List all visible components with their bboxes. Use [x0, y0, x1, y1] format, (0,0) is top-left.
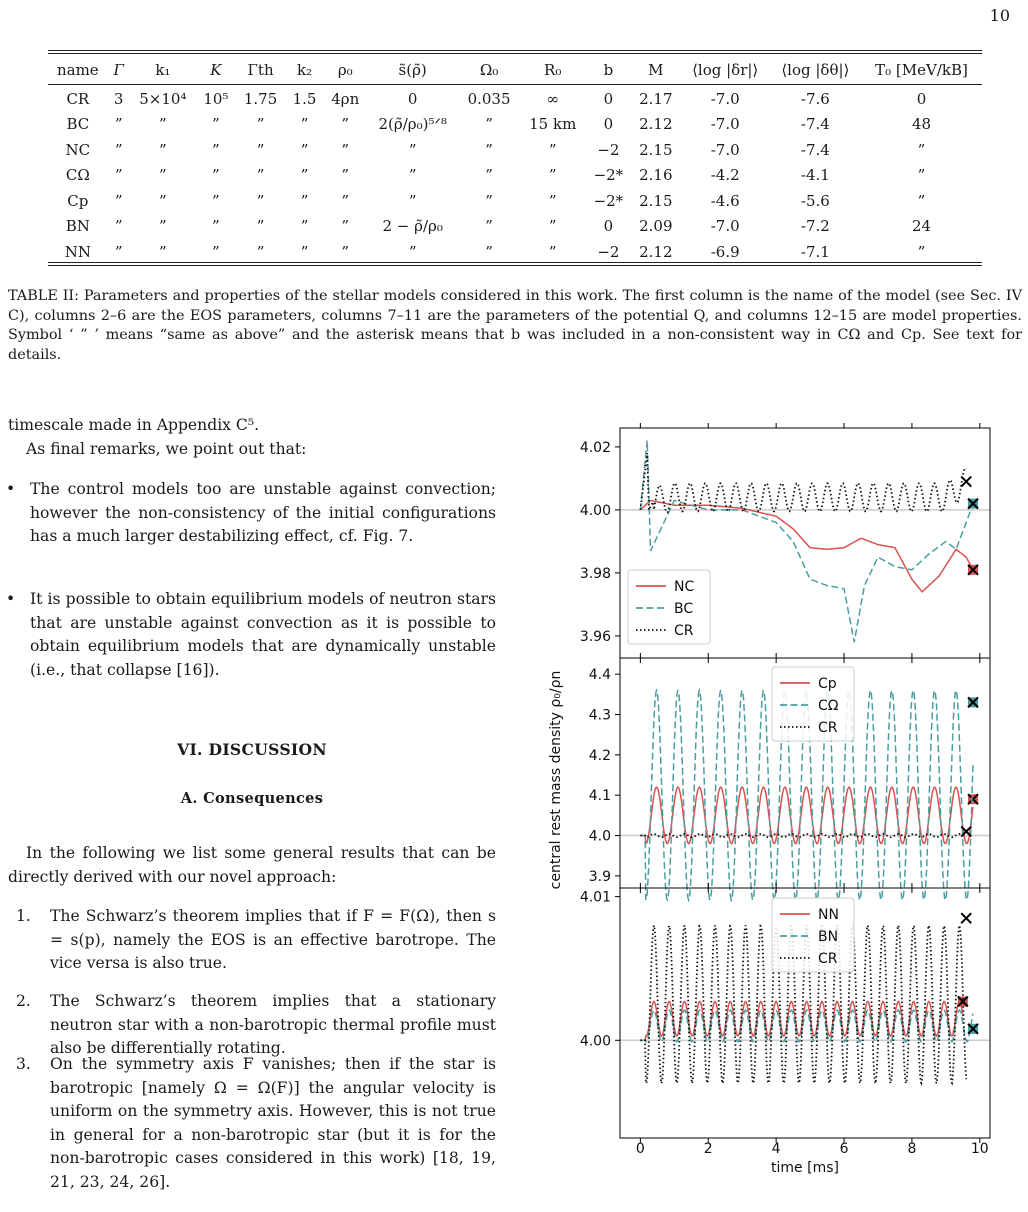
table-cell: ”	[341, 140, 350, 159]
body-text-timescale: timescale made in Appendix C⁵.	[8, 416, 260, 434]
table-cell: -7.4	[800, 115, 830, 134]
table-header-cell: ⟨log |δr|⟩	[692, 61, 759, 79]
table-bottom-rule-2	[48, 265, 982, 266]
table-cell: 0	[916, 89, 927, 108]
table-header-cell: Ω₀	[479, 61, 499, 79]
table-cell: ”	[917, 242, 926, 261]
item-text: The Schwarz’s theorem implies that if F = F(Ω), then s = s(p), namely the EOS is an effective barotrope. The vice versa is also true.	[50, 907, 496, 972]
table-cell: ”	[485, 115, 493, 134]
table-cell: -7.0	[710, 115, 740, 134]
table-cell: 2 − ρ̃/ρ₀	[382, 217, 443, 236]
table-cell: 10⁵	[203, 89, 229, 108]
table-cell: 2.16	[639, 166, 673, 185]
table-cell: ”	[300, 191, 309, 210]
table-cell: ”	[256, 140, 265, 159]
table-cell: ”	[917, 166, 926, 185]
table-cell: ”	[159, 115, 167, 134]
table-caption: TABLE II: Parameters and properties of the stellar models considered in this work. The first column is the name of the model (see Sec. IV C), columns 2–6 are the EOS parameters, columns 7–11 are the parameters of the potential Q, and columns 12–15 are model properties. Symbol ‘ ” ’ means “same as above” and the asterisk means that b was included in a non-consistent way in CΩ and Cp. See text for details.	[8, 288, 1022, 363]
table-header-cell: k₂	[296, 61, 313, 79]
bullet-text: The control models too are unstable against convection; however the non-consistency of the initial configurations has a much larger destabilizing effect, cf. Fig. 7.	[30, 480, 496, 545]
table-cell: CΩ	[65, 166, 90, 185]
table-cell: ”	[212, 115, 220, 134]
table-cell: ”	[212, 217, 220, 236]
table-cell: ”	[159, 140, 167, 159]
table-cell: ”	[408, 242, 417, 261]
legend-label: CR	[818, 720, 838, 736]
numbered-item	[16, 990, 496, 1061]
table-cell: 2.17	[639, 89, 673, 108]
table-cell: 0	[603, 217, 614, 236]
legend-label: Cp	[818, 676, 837, 692]
table-cell: ”	[114, 115, 123, 134]
table-row	[48, 239, 982, 265]
table-header-cell: M	[648, 61, 664, 79]
table-cell: -7.6	[800, 89, 830, 108]
table-header-cell: Γ	[113, 61, 124, 79]
table-cell: BC	[66, 115, 90, 134]
table-cell: ”	[548, 140, 557, 159]
table-cell: 48	[911, 115, 932, 134]
table-cell: -5.6	[800, 191, 830, 210]
bullet-text: It is possible to obtain equilibrium models of neutron stars that are unstable against convection as it is possible to obtain equilibrium models that are dynamically unstable (i.e., that collapse [16]).	[30, 590, 496, 679]
table-cell: ”	[485, 191, 493, 210]
legend-label: CΩ	[818, 698, 839, 714]
item-number: 1.	[16, 907, 31, 925]
table-header-cell: ⟨log |δθ|⟩	[781, 61, 850, 79]
table-cell: ”	[114, 242, 123, 261]
table-cell: 1.75	[243, 89, 278, 108]
end-marker-x	[961, 477, 971, 487]
table-cell: ”	[300, 242, 309, 261]
table-cell: 2.12	[639, 115, 673, 134]
y-tick-label: 4.2	[588, 747, 611, 764]
table-cell: ”	[256, 217, 265, 236]
table-cell: ”	[485, 217, 493, 236]
table-row	[48, 214, 982, 240]
legend-box	[772, 667, 854, 741]
y-tick-label: 4.0	[588, 828, 611, 845]
bullet-item	[6, 478, 496, 549]
legend-label: NC	[674, 579, 695, 595]
table-cell: 0.035	[467, 89, 511, 108]
table-cell: ”	[300, 140, 309, 159]
table-cell: ”	[159, 166, 167, 185]
table-cell: ”	[341, 115, 350, 134]
item-text: The Schwarz’s theorem implies that a stationary neutron star with a non-barotropic thermal profile must also be differentially rotating.	[50, 992, 496, 1057]
table-cell: 2.12	[639, 242, 673, 261]
section-title: VI. DISCUSSION	[177, 740, 327, 759]
table-cell: ”	[114, 191, 123, 210]
y-tick-label: 3.98	[579, 565, 611, 582]
table-cell: ”	[408, 191, 417, 210]
y-tick-label: 4.1	[588, 788, 611, 805]
table-cell: 4ρn	[331, 89, 360, 108]
table-cell: 0	[603, 89, 614, 108]
x-tick-label: 6	[839, 1141, 849, 1157]
item-text: On the symmetry axis F vanishes; then if the star is barotropic [namely Ω = Ω(F)] the angular velocity is uniform on the symmetry axis. However, this is not true in general for a non-barotropic star (but it is for the non-barotropic cases considered in this work) [18, 19, 21, 23, 24, 26].	[50, 1055, 496, 1191]
item-number: 3.	[16, 1055, 31, 1073]
table-cell: −2	[597, 140, 620, 159]
y-tick-label: 4.3	[588, 707, 611, 724]
table-cell: −2*	[593, 191, 624, 210]
table-bottom-rule	[48, 262, 982, 263]
table-header-cell: name	[56, 61, 99, 79]
series-line-bn	[640, 1010, 973, 1042]
density-figure	[540, 420, 1022, 1180]
table-cell: ”	[256, 191, 265, 210]
table-cell: ”	[114, 140, 123, 159]
table-cell: ”	[341, 242, 350, 261]
table-cell: 2(ρ̃/ρ₀)⁵ᐟ⁸	[378, 115, 447, 134]
y-tick-label: 4.00	[579, 1033, 611, 1050]
table-cell: ”	[159, 242, 167, 261]
x-tick-label: 4	[771, 1141, 781, 1157]
table-cell: ”	[159, 217, 167, 236]
page-number: 10	[989, 6, 1010, 25]
table-cell: ”	[256, 166, 265, 185]
table-cell: 5×10⁴	[139, 89, 187, 108]
numbered-item	[16, 905, 496, 976]
y-tick-label: 4.02	[579, 439, 611, 456]
table-row	[48, 137, 982, 163]
table-cell: ”	[548, 217, 557, 236]
table-cell: -7.0	[710, 89, 740, 108]
table-cell: -4.2	[710, 166, 740, 185]
table-header-cell: ρ₀	[337, 61, 353, 79]
table-cell: ”	[548, 191, 557, 210]
table-header-row	[48, 58, 982, 82]
numbered-item	[16, 1053, 496, 1194]
x-axis-label: time [ms]	[771, 1160, 839, 1176]
table-body	[48, 82, 982, 265]
table-cell: ”	[256, 115, 265, 134]
table-cell: -7.0	[710, 217, 740, 236]
table-cell: BN	[65, 217, 90, 236]
x-tick-label: 2	[703, 1141, 713, 1157]
table-cell: ”	[114, 166, 123, 185]
table-header-cell: k₁	[155, 61, 171, 79]
x-tick-label: 10	[970, 1141, 989, 1157]
table-cell: -4.6	[710, 191, 740, 210]
table-header-cell: K	[210, 61, 222, 79]
y-axis-label: central rest mass density ρ₀/ρn	[548, 670, 564, 890]
parameters-table	[48, 58, 982, 265]
table-cell: -7.2	[800, 217, 830, 236]
table-cell: 3	[113, 89, 124, 108]
table-cell: ”	[159, 191, 167, 210]
table-cell: ”	[548, 166, 557, 185]
table-cell: ”	[341, 191, 350, 210]
table-cell: -7.0	[710, 140, 740, 159]
table-cell: −2*	[593, 166, 624, 185]
table-cell: 24	[911, 217, 932, 236]
series-line-cr	[640, 453, 966, 512]
x-tick-label: 0	[635, 1141, 645, 1157]
table-row	[48, 112, 982, 138]
table-cell: ”	[300, 217, 309, 236]
table-cell: NN	[64, 242, 91, 261]
y-tick-label: 3.96	[579, 628, 611, 645]
table-cell: ”	[212, 166, 220, 185]
table-cell: 2.09	[639, 217, 673, 236]
table-cell: -7.1	[800, 242, 830, 261]
table-cell: 15 km	[529, 115, 577, 134]
table-cell: ∞	[546, 89, 559, 108]
body-text-intro: In the following we list some general results that can be directly derived with our novel approach:	[8, 844, 496, 886]
y-tick-label: 4.00	[579, 502, 611, 519]
legend-label: CR	[818, 951, 838, 967]
table-cell: 2.15	[639, 140, 673, 159]
subsection-title: A. Consequences	[180, 790, 324, 807]
table-cell: ”	[917, 191, 926, 210]
item-number: 2.	[16, 992, 31, 1010]
table-cell: -6.9	[710, 242, 740, 261]
table-header-cell: T₀ [MeV/kB]	[875, 61, 968, 79]
table-cell: ”	[341, 166, 350, 185]
table-header-cell: s̃(ρ̃)	[398, 61, 427, 79]
table-header-rule	[48, 84, 982, 85]
table-cell: ”	[485, 166, 493, 185]
table-cell: ”	[485, 140, 493, 159]
legend-label: BC	[674, 601, 694, 617]
table-cell: NC	[65, 140, 91, 159]
table-cell: ”	[408, 166, 417, 185]
bullet-dot: •	[6, 590, 16, 608]
y-tick-label: 3.9	[588, 868, 611, 885]
table-cell: CR	[66, 89, 90, 108]
table-cell: ”	[917, 140, 926, 159]
table-cell: ”	[256, 242, 265, 261]
table-top-rule	[48, 50, 982, 51]
table-cell: ”	[212, 242, 220, 261]
table-cell: ”	[212, 191, 220, 210]
legend-label: BN	[818, 929, 839, 945]
end-marker-x	[961, 913, 971, 923]
y-tick-label: 4.4	[588, 667, 611, 684]
body-text-remarks: As final remarks, we point out that:	[26, 440, 307, 458]
table-cell: 1.5	[292, 89, 317, 108]
legend-label: CR	[674, 623, 694, 639]
bullet-dot: •	[6, 480, 16, 498]
table-cell: ”	[548, 242, 557, 261]
table-header-cell: R₀	[544, 61, 562, 79]
table-row	[48, 163, 982, 189]
table-cell: ”	[300, 166, 309, 185]
table-cell: 0	[407, 89, 418, 108]
table-row	[48, 82, 982, 112]
table-cell: ”	[300, 115, 309, 134]
table-cell: ”	[114, 217, 123, 236]
table-cell: ”	[341, 217, 350, 236]
y-tick-label: 4.01	[579, 889, 611, 906]
table-cell: ”	[408, 140, 417, 159]
table-cell: -4.1	[800, 166, 830, 185]
table-cell: ”	[212, 140, 220, 159]
table-cell: ”	[485, 242, 493, 261]
table-top-rule-2	[48, 53, 982, 54]
table-cell: −2	[597, 242, 620, 261]
legend-box	[628, 570, 710, 644]
table-cell: 0	[603, 115, 614, 134]
table-cell: 2.15	[639, 191, 673, 210]
table-cell: -7.4	[800, 140, 830, 159]
x-tick-label: 8	[907, 1141, 917, 1157]
bullet-item	[6, 588, 496, 682]
legend-label: NN	[818, 907, 839, 923]
table-cell: Cp	[67, 191, 89, 210]
legend-box	[772, 898, 854, 972]
table-header-cell: b	[603, 61, 614, 79]
table-header-cell: Γth	[247, 61, 274, 79]
table-row	[48, 188, 982, 214]
